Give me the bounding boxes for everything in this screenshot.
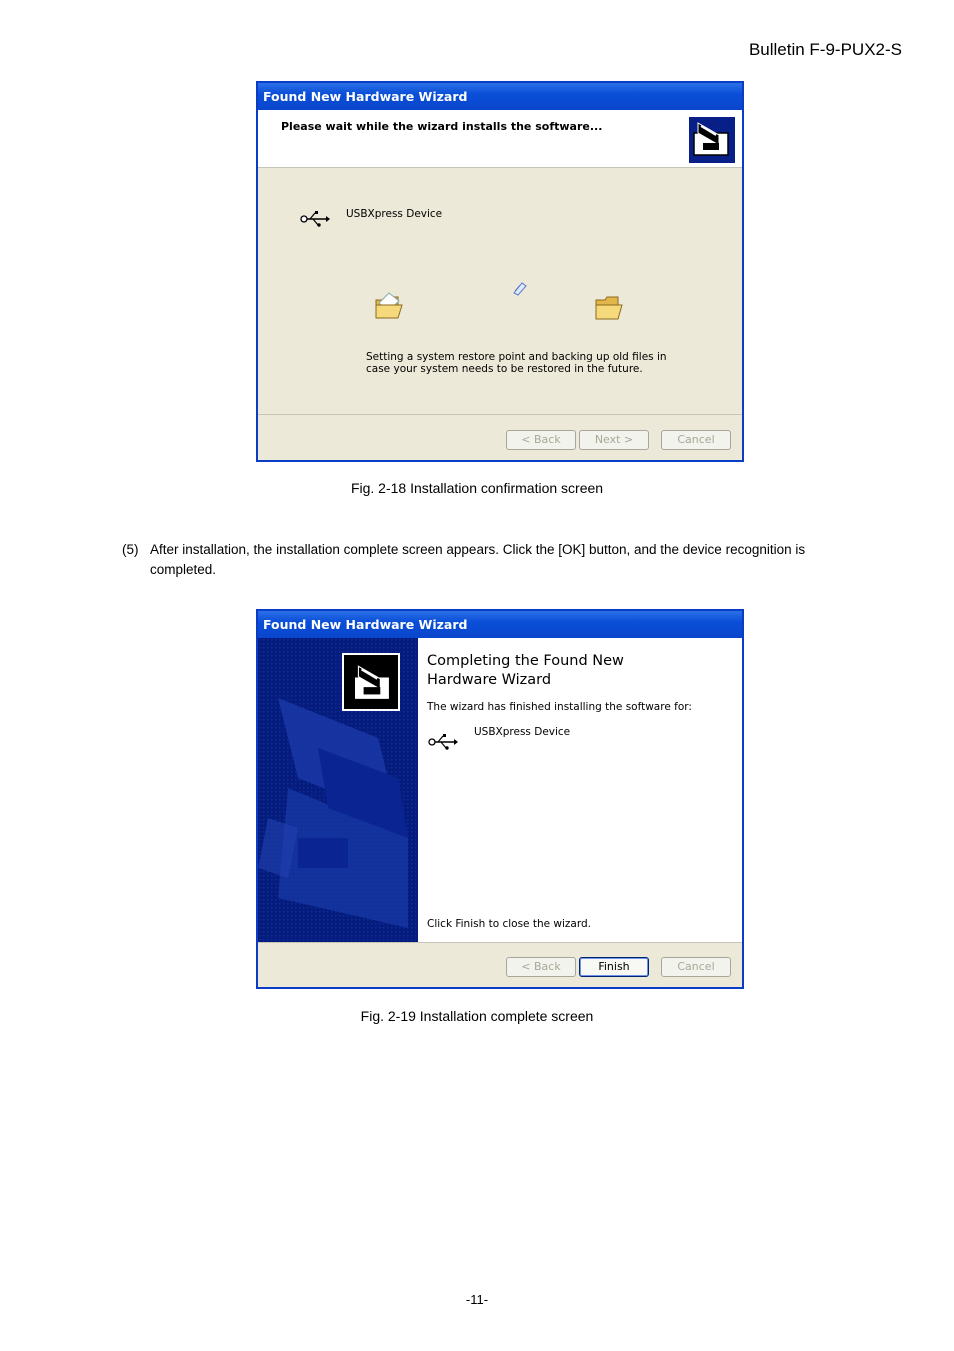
flying-file-icon (512, 281, 528, 302)
dialog-title: Found New Hardware Wizard (258, 611, 742, 638)
back-button[interactable]: < Back (506, 430, 576, 450)
status-line-1: Setting a system restore point and backing up old files in (366, 351, 667, 363)
installing-wizard-dialog (256, 81, 744, 462)
figure-caption-2-19: Fig. 2-19 Installation complete screen (360, 1008, 594, 1024)
device-name: USBXpress Device (346, 208, 443, 220)
next-button[interactable]: Next > (579, 430, 649, 450)
hardware-wizard-icon (688, 116, 736, 164)
step-text: After installation, the installation complete screen appears. Click the [OK] button, and the device recognition is completed. (150, 542, 806, 577)
wizard-heading: Please wait while the wizard installs the software... (281, 120, 603, 133)
usb-icon (300, 211, 330, 232)
finish-button[interactable]: Finish (579, 957, 649, 977)
cancel-button[interactable]: Cancel (661, 957, 731, 977)
status-text (366, 351, 667, 375)
hardware-wizard-icon (342, 653, 400, 711)
close-instruction: Click Finish to close the wizard. (427, 918, 592, 930)
usb-icon (428, 734, 458, 755)
button-row (258, 414, 742, 461)
heading-line-2: Hardware Wizard (427, 672, 552, 688)
open-folder-icon (374, 291, 404, 326)
finished-text: The wizard has finished installing the software for: (427, 701, 692, 713)
folder-icon (594, 295, 624, 326)
back-button[interactable]: < Back (506, 957, 576, 977)
wizard-content (418, 638, 742, 942)
figure-caption-2-18: Fig. 2-18 Installation confirmation screen (350, 480, 604, 496)
dialog-title: Found New Hardware Wizard (258, 83, 742, 110)
wizard-heading (427, 652, 624, 690)
wizard-sidebar (258, 638, 418, 942)
cancel-button[interactable]: Cancel (661, 430, 731, 450)
bulletin-number: Bulletin F-9-PUX2-S (748, 40, 902, 59)
step-number: (5) (122, 542, 139, 557)
button-row (258, 942, 742, 989)
device-name: USBXpress Device (474, 726, 571, 738)
wizard-header (258, 110, 742, 168)
heading-line-1: Completing the Found New (427, 653, 624, 669)
step-5 (122, 540, 862, 580)
page-number: -11- (465, 1292, 489, 1307)
complete-wizard-dialog (256, 609, 744, 989)
status-line-2: case your system needs to be restored in the future. (366, 363, 643, 375)
